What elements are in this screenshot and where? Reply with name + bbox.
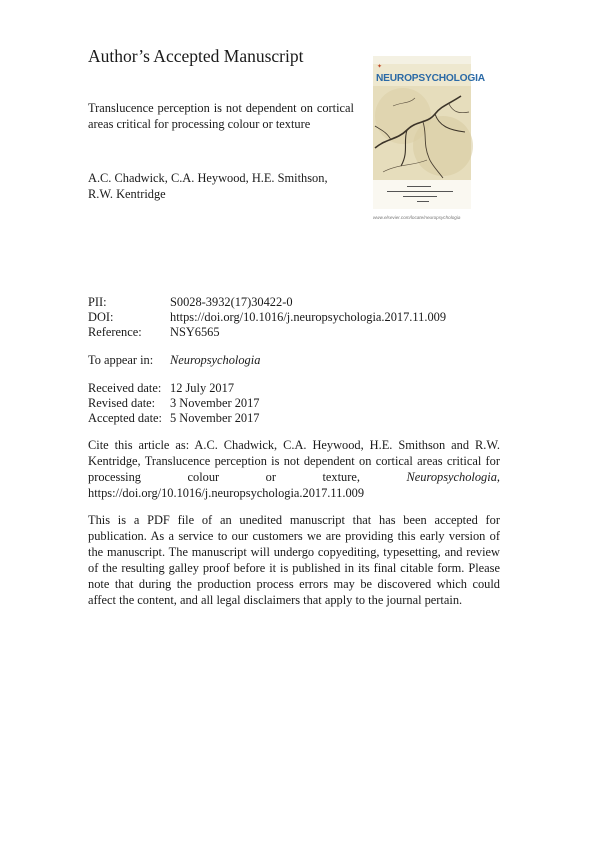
cover-text-line: [417, 201, 429, 202]
cover-footer: [373, 180, 471, 209]
revised-date: 3 November 2017: [170, 396, 260, 410]
pii-label: PII:: [88, 295, 107, 309]
cover-text-line: [387, 191, 453, 192]
accepted-date: 5 November 2017: [170, 411, 260, 425]
cover-artwork: [373, 86, 471, 180]
cover-text-line: [407, 186, 431, 187]
appear-label: To appear in:: [88, 353, 154, 367]
journal-line: [88, 353, 508, 368]
doi-link[interactable]: https://doi.org/10.1016/j.neuropsychologia.2017.11.009: [170, 310, 447, 324]
journal-url: www.elsevier.com/locate/neuropsychologia: [373, 215, 461, 220]
journal-name: Neuropsychologia: [170, 353, 261, 367]
citation-text: Cite this article as: A.C. Chadwick, C.A. Heywood, H.E. Smithson and R.W. Kentridge, Translucence perception is not dependent on cortical areas critical for processing colour or texture,: [88, 438, 500, 484]
reference-label: Reference:: [88, 325, 142, 339]
citation-journal: Neuropsychologia,: [406, 470, 500, 484]
journal-cover-image: [373, 56, 485, 209]
revised-label: Revised date:: [88, 396, 156, 410]
accepted-label: Accepted date:: [88, 411, 162, 425]
doi-label: DOI:: [88, 310, 114, 324]
cover-text-line: [403, 196, 437, 197]
article-identifiers: [88, 295, 508, 340]
article-authors: A.C. Chadwick, C.A. Heywood, H.E. Smithson, R.W. Kentridge: [88, 171, 328, 201]
received-label: Received date:: [88, 381, 162, 395]
citation-doi-link[interactable]: https://doi.org/10.1016/j.neuropsychologia.2017.11.009: [88, 486, 365, 500]
disclaimer-paragraph: This is a PDF file of an unedited manuscript that has been accepted for publication. As a service to our customers we are providing this early version of the manuscript. The manuscript will undergo copyediting, typesetting, and review of the resulting galley proof before it is published in its final citable form. Please note that during the production process errors may be discovered which could affect the content, and all legal disclaimers that apply to the journal pertain.: [88, 513, 500, 607]
article-title: Translucence perception is not dependent on cortical areas critical for processing colour or texture: [88, 101, 354, 131]
pii-value: S0028-3932(17)30422-0: [170, 295, 293, 309]
cover-journal-name: NEUROPSYCHOLOGIA: [376, 73, 485, 84]
reference-value: NSY6565: [170, 325, 220, 339]
received-date: 12 July 2017: [170, 381, 235, 395]
manuscript-heading: Author’s Accepted Manuscript: [88, 46, 304, 66]
cover-header-strip: [373, 56, 471, 64]
citation-paragraph: [88, 437, 500, 501]
article-dates: [88, 381, 508, 426]
publisher-logo-icon: ✦: [377, 64, 383, 70]
